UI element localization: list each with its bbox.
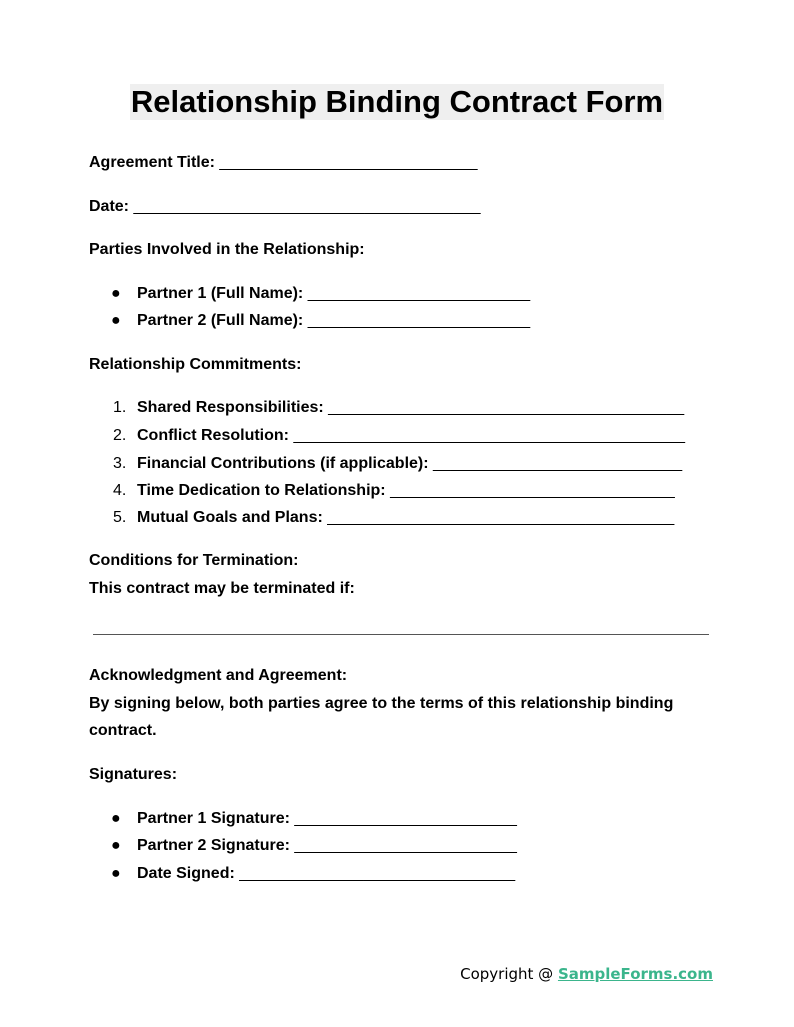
page-title-wrap [0, 84, 794, 120]
agreement-title-blank[interactable]: _____________________________ [219, 154, 478, 171]
partner-1-name-field [137, 284, 530, 304]
date-field [89, 197, 481, 217]
partner-2-name-blank[interactable]: _________________________ [307, 312, 531, 329]
parties-heading: Parties Involved in the Relationship: [89, 241, 365, 258]
commitment-label: Time Dedication to Relationship: [137, 482, 386, 499]
commitment-blank[interactable]: _______________________________________ [327, 509, 675, 526]
page-title: Relationship Binding Contract Form [130, 84, 664, 119]
list-number: 4. [113, 482, 127, 499]
bullet-marker: ● [111, 865, 121, 882]
list-number: 3. [113, 455, 127, 472]
termination-blank-line[interactable] [93, 634, 709, 635]
commitment-label: Mutual Goals and Plans: [137, 509, 323, 526]
partner-2-name-field [137, 311, 530, 331]
commitment-label: Conflict Resolution: [137, 427, 289, 444]
commitment-label: Shared Responsibilities: [137, 399, 324, 416]
termination-text: This contract may be terminated if: [89, 580, 355, 597]
commitment-label: Financial Contributions (if applicable): [137, 455, 429, 472]
commitment-conflict-resolution [137, 426, 685, 446]
commitment-blank[interactable]: ________________________________________ [328, 399, 685, 416]
signatures-heading: Signatures: [89, 766, 178, 783]
bullet-marker: ● [111, 285, 121, 302]
acknowledgment-heading: Acknowledgment and Agreement: [89, 667, 348, 684]
list-number: 1. [113, 399, 127, 416]
partner-1-signature-field [137, 809, 517, 829]
commitment-shared-responsibilities [137, 398, 684, 418]
agreement-title-field [89, 153, 477, 173]
date-signed-field [137, 864, 515, 884]
commitment-blank[interactable]: ____________________________ [433, 455, 683, 472]
copyright-footer [460, 965, 713, 983]
date-signed-label: Date Signed: [137, 865, 235, 882]
sampleforms-link[interactable]: SampleForms.com [557, 965, 713, 983]
commitment-mutual-goals [137, 508, 674, 528]
agreement-title-label: Agreement Title: [89, 154, 215, 171]
commitment-blank[interactable]: ____________________________________________ [293, 427, 685, 444]
acknowledgment-text: By signing below, both parties agree to the terms of this relationship binding contract. [89, 695, 674, 739]
copyright-prefix: Copyright @ [460, 965, 558, 983]
bullet-marker: ● [111, 312, 121, 329]
partner-2-signature-blank[interactable]: _________________________ [294, 837, 517, 854]
partner-2-signature-label: Partner 2 Signature: [137, 837, 290, 854]
bullet-marker: ● [111, 837, 121, 854]
partner-2-signature-field [137, 836, 517, 856]
date-blank[interactable]: _______________________________________ [133, 198, 481, 215]
commitment-time-dedication [137, 481, 675, 501]
date-label: Date: [89, 198, 130, 215]
commitment-blank[interactable]: ________________________________ [390, 482, 675, 499]
list-number: 2. [113, 427, 127, 444]
commitment-financial-contributions [137, 454, 682, 474]
bullet-marker: ● [111, 810, 121, 827]
termination-heading: Conditions for Termination: [89, 552, 299, 569]
list-number: 5. [113, 509, 127, 526]
partner-1-name-label: Partner 1 (Full Name): [137, 285, 304, 302]
date-signed-blank[interactable]: _______________________________ [239, 865, 516, 882]
partner-1-signature-blank[interactable]: _________________________ [294, 810, 517, 827]
partner-1-name-blank[interactable]: _________________________ [307, 285, 531, 302]
partner-2-name-label: Partner 2 (Full Name): [137, 312, 304, 329]
commitments-heading: Relationship Commitments: [89, 356, 302, 373]
partner-1-signature-label: Partner 1 Signature: [137, 810, 290, 827]
